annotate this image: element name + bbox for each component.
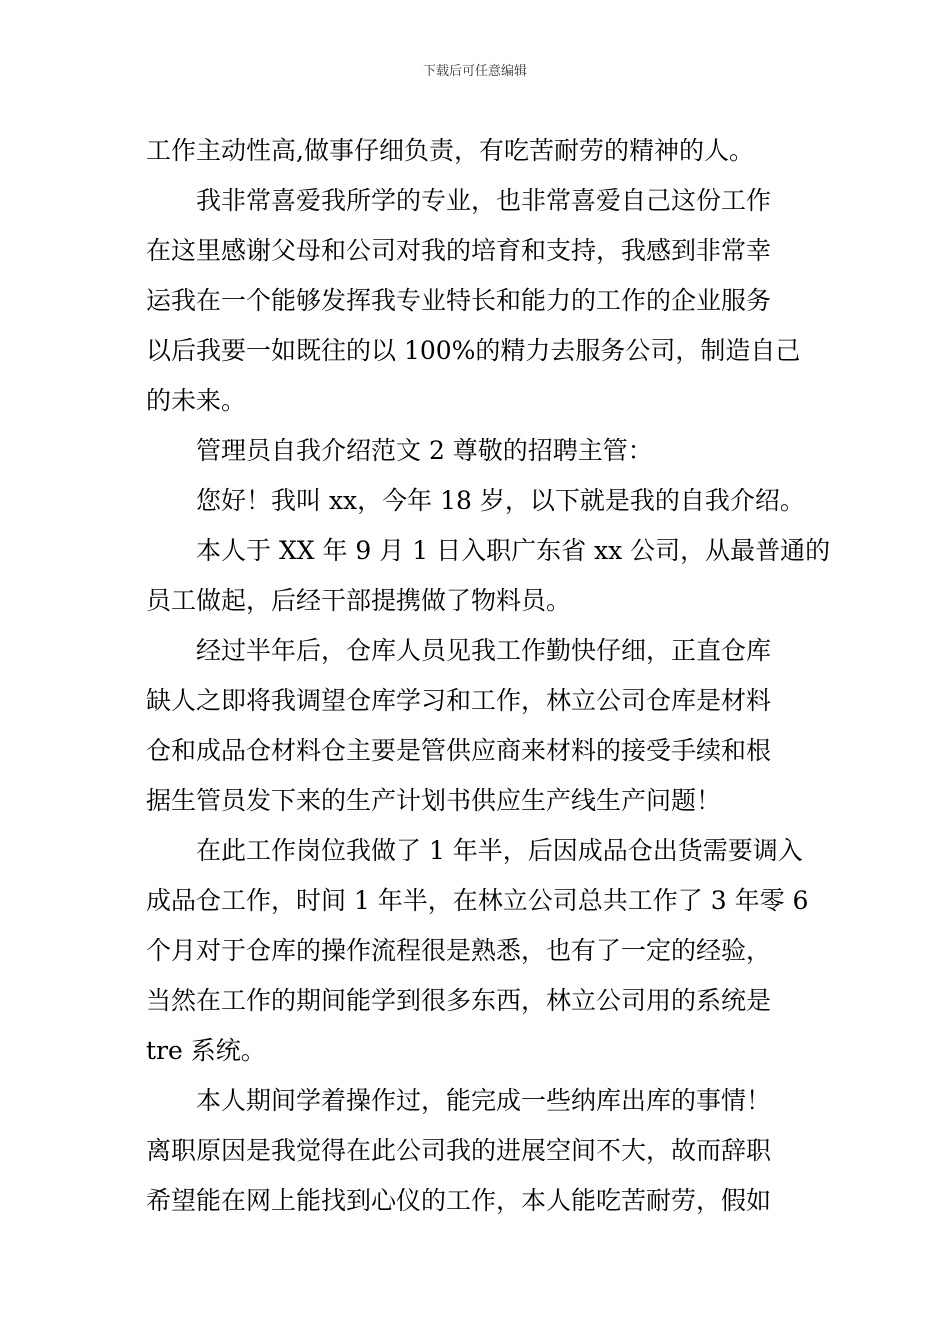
text-line: 运我在一个能够发挥我专业特长和能力的工作的企业服务 [146, 286, 772, 315]
text-line: 我非常喜爱我所学的专业，也非常喜爱自己这份工作 [196, 186, 772, 215]
text-line: 员工做起，后经干部提携做了物料员。 [146, 586, 572, 615]
text-line: 本人于 XX 年 9 月 1 日入职广东省 xx 公司，从最普通的 [196, 536, 831, 565]
text-line: 仓和成品仓材料仓主要是管供应商来材料的接受手续和根 [146, 736, 772, 765]
text-line: 缺人之即将我调望仓库学习和工作，林立公司仓库是材料 [146, 686, 772, 715]
document-body [146, 126, 831, 1226]
text-line: 本人期间学着操作过，能完成一些纳库出库的事情！ [196, 1086, 772, 1115]
text-line: 成品仓工作，时间 1 年半，在林立公司总共工作了 3 年零 6 [146, 886, 809, 915]
page-header: 下载后可任意编辑 [422, 64, 527, 79]
text-line: 在此工作岗位我做了 1 年半，后因成品仓出货需要调入 [196, 836, 803, 865]
text-line: 个月对于仓库的操作流程很是熟悉，也有了一定的经验， [146, 936, 772, 965]
text-line: 工作主动性高,做事仔细负责，有吃苦耐劳的精神的人。 [146, 136, 754, 165]
text-line: 离职原因是我觉得在此公司我的进展空间不大，故而辞职 [146, 1136, 772, 1165]
text-line: 以后我要一如既往的以 100%的精力去服务公司，制造自己 [146, 336, 801, 365]
text-line: 在这里感谢父母和公司对我的培育和支持，我感到非常幸 [146, 236, 772, 265]
text-line: 当然在工作的期间能学到很多东西，林立公司用的系统是 [146, 986, 772, 1015]
text-line: 您好！我叫 xx，今年 18 岁，以下就是我的自我介绍。 [196, 486, 805, 515]
text-line: 的未来。 [146, 386, 247, 415]
text-line: tre 系统。 [146, 1036, 266, 1065]
text-line: 管理员自我介绍范文 2 尊敬的招聘主管： [196, 436, 653, 465]
text-line: 经过半年后，仓库人员见我工作勤快仔细，正直仓库 [196, 636, 772, 665]
text-line: 据生管员发下来的生产计划书供应生产线生产问题！ [146, 786, 722, 815]
text-line: 希望能在网上能找到心仪的工作，本人能吃苦耐劳，假如 [146, 1186, 772, 1215]
